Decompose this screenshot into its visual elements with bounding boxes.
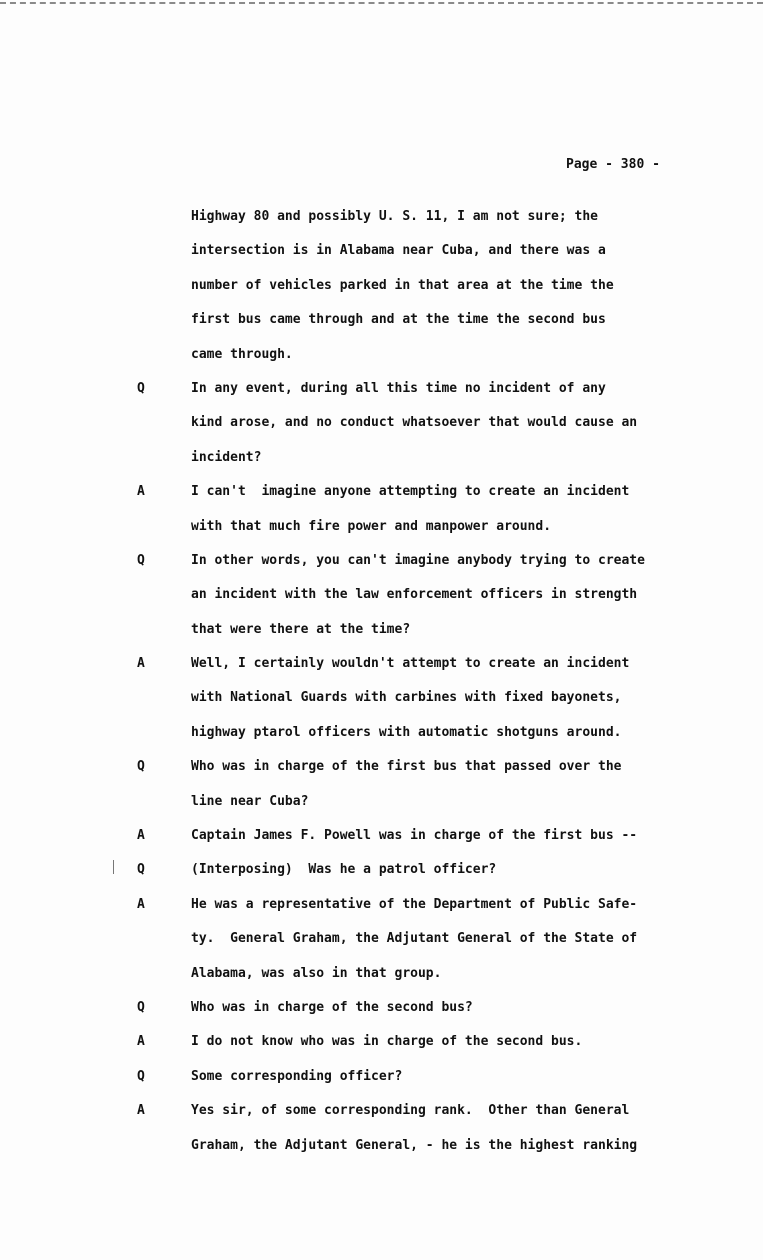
line-text: I do not know who was in charge of the second bus. <box>191 1034 583 1050</box>
line-text: (Interposing) Was he a patrol officer? <box>191 862 497 878</box>
line-text: Captain James F. Powell was in charge of the first bus -- <box>191 828 638 844</box>
transcript-line <box>0 206 763 240</box>
speaker-label: A <box>137 484 145 500</box>
speaker-label: A <box>137 828 145 844</box>
transcript-line <box>0 550 763 584</box>
line-text: In any event, during all this time no incident of any <box>191 380 606 396</box>
transcript-line <box>0 687 763 721</box>
speaker-label: Q <box>137 380 145 396</box>
speaker-label: A <box>137 896 145 912</box>
line-text: intersection is in Alabama near Cuba, and there was a <box>191 243 606 259</box>
line-text: In other words, you can't imagine anybody trying to create <box>191 552 645 568</box>
transcript-line <box>0 963 763 997</box>
line-text: Some corresponding officer? <box>191 1068 403 1084</box>
speaker-label: A <box>137 1034 145 1050</box>
transcript-line <box>0 275 763 309</box>
line-text: highway ptarol officers with automatic shotguns around. <box>191 724 622 740</box>
transcript-line <box>0 722 763 756</box>
speaker-label: A <box>137 1103 145 1119</box>
line-text: Alabama, was also in that group. <box>191 965 442 981</box>
transcript-line <box>0 619 763 653</box>
transcript-line <box>0 516 763 550</box>
transcript-line <box>0 1100 763 1134</box>
line-text: Yes sir, of some corresponding rank. Other than General <box>191 1103 630 1119</box>
line-text: came through. <box>191 346 293 362</box>
transcript-line <box>0 756 763 790</box>
transcript-line <box>0 1031 763 1065</box>
speaker-label: Q <box>137 552 145 568</box>
transcript-line <box>0 344 763 378</box>
transcript-line <box>0 791 763 825</box>
top-border <box>0 2 763 4</box>
line-text: ty. General Graham, the Adjutant General of the State of <box>191 931 638 947</box>
transcript-line <box>0 240 763 274</box>
line-text: Who was in charge of the first bus that passed over the <box>191 759 622 775</box>
line-text: with that much fire power and manpower around. <box>191 518 552 534</box>
line-text: He was a representative of the Department of Public Safe- <box>191 896 638 912</box>
transcript-line <box>0 584 763 618</box>
transcript-line <box>0 1135 763 1169</box>
transcript-line <box>0 481 763 515</box>
line-text: number of vehicles parked in that area at the time the <box>191 277 614 293</box>
transcript-line <box>0 412 763 446</box>
line-text: Well, I certainly wouldn't attempt to create an incident <box>191 656 630 672</box>
transcript-line <box>0 928 763 962</box>
line-text: Graham, the Adjutant General, - he is the highest ranking <box>191 1137 638 1153</box>
line-text: Who was in charge of the second bus? <box>191 999 473 1015</box>
line-text: kind arose, and no conduct whatsoever that would cause an <box>191 415 638 431</box>
transcript-line <box>0 825 763 859</box>
transcript-line <box>0 378 763 412</box>
transcript-line <box>0 997 763 1031</box>
line-text: Highway 80 and possibly U. S. 11, I am not sure; the <box>191 209 598 224</box>
transcript-line <box>0 309 763 343</box>
speaker-label: Q <box>137 1068 145 1084</box>
transcript-line <box>0 447 763 481</box>
line-text: line near Cuba? <box>191 793 309 809</box>
speaker-label: Q <box>137 999 145 1015</box>
line-text: with National Guards with carbines with fixed bayonets, <box>191 690 622 706</box>
line-text: incident? <box>191 449 262 465</box>
transcript-line <box>0 859 763 893</box>
speaker-label: A <box>137 656 145 672</box>
speaker-label: Q <box>137 862 145 878</box>
line-text: that were there at the time? <box>191 621 411 637</box>
transcript-line <box>0 894 763 928</box>
transcript-line <box>0 653 763 687</box>
transcript-body <box>0 206 763 1169</box>
transcript-line <box>0 1066 763 1100</box>
speaker-label: Q <box>137 759 145 775</box>
line-text: first bus came through and at the time the second bus <box>191 312 606 328</box>
line-text: an incident with the law enforcement officers in strength <box>191 587 638 603</box>
page-number: Page - 380 - <box>566 157 660 172</box>
line-text: I can't imagine anyone attempting to create an incident <box>191 484 630 500</box>
